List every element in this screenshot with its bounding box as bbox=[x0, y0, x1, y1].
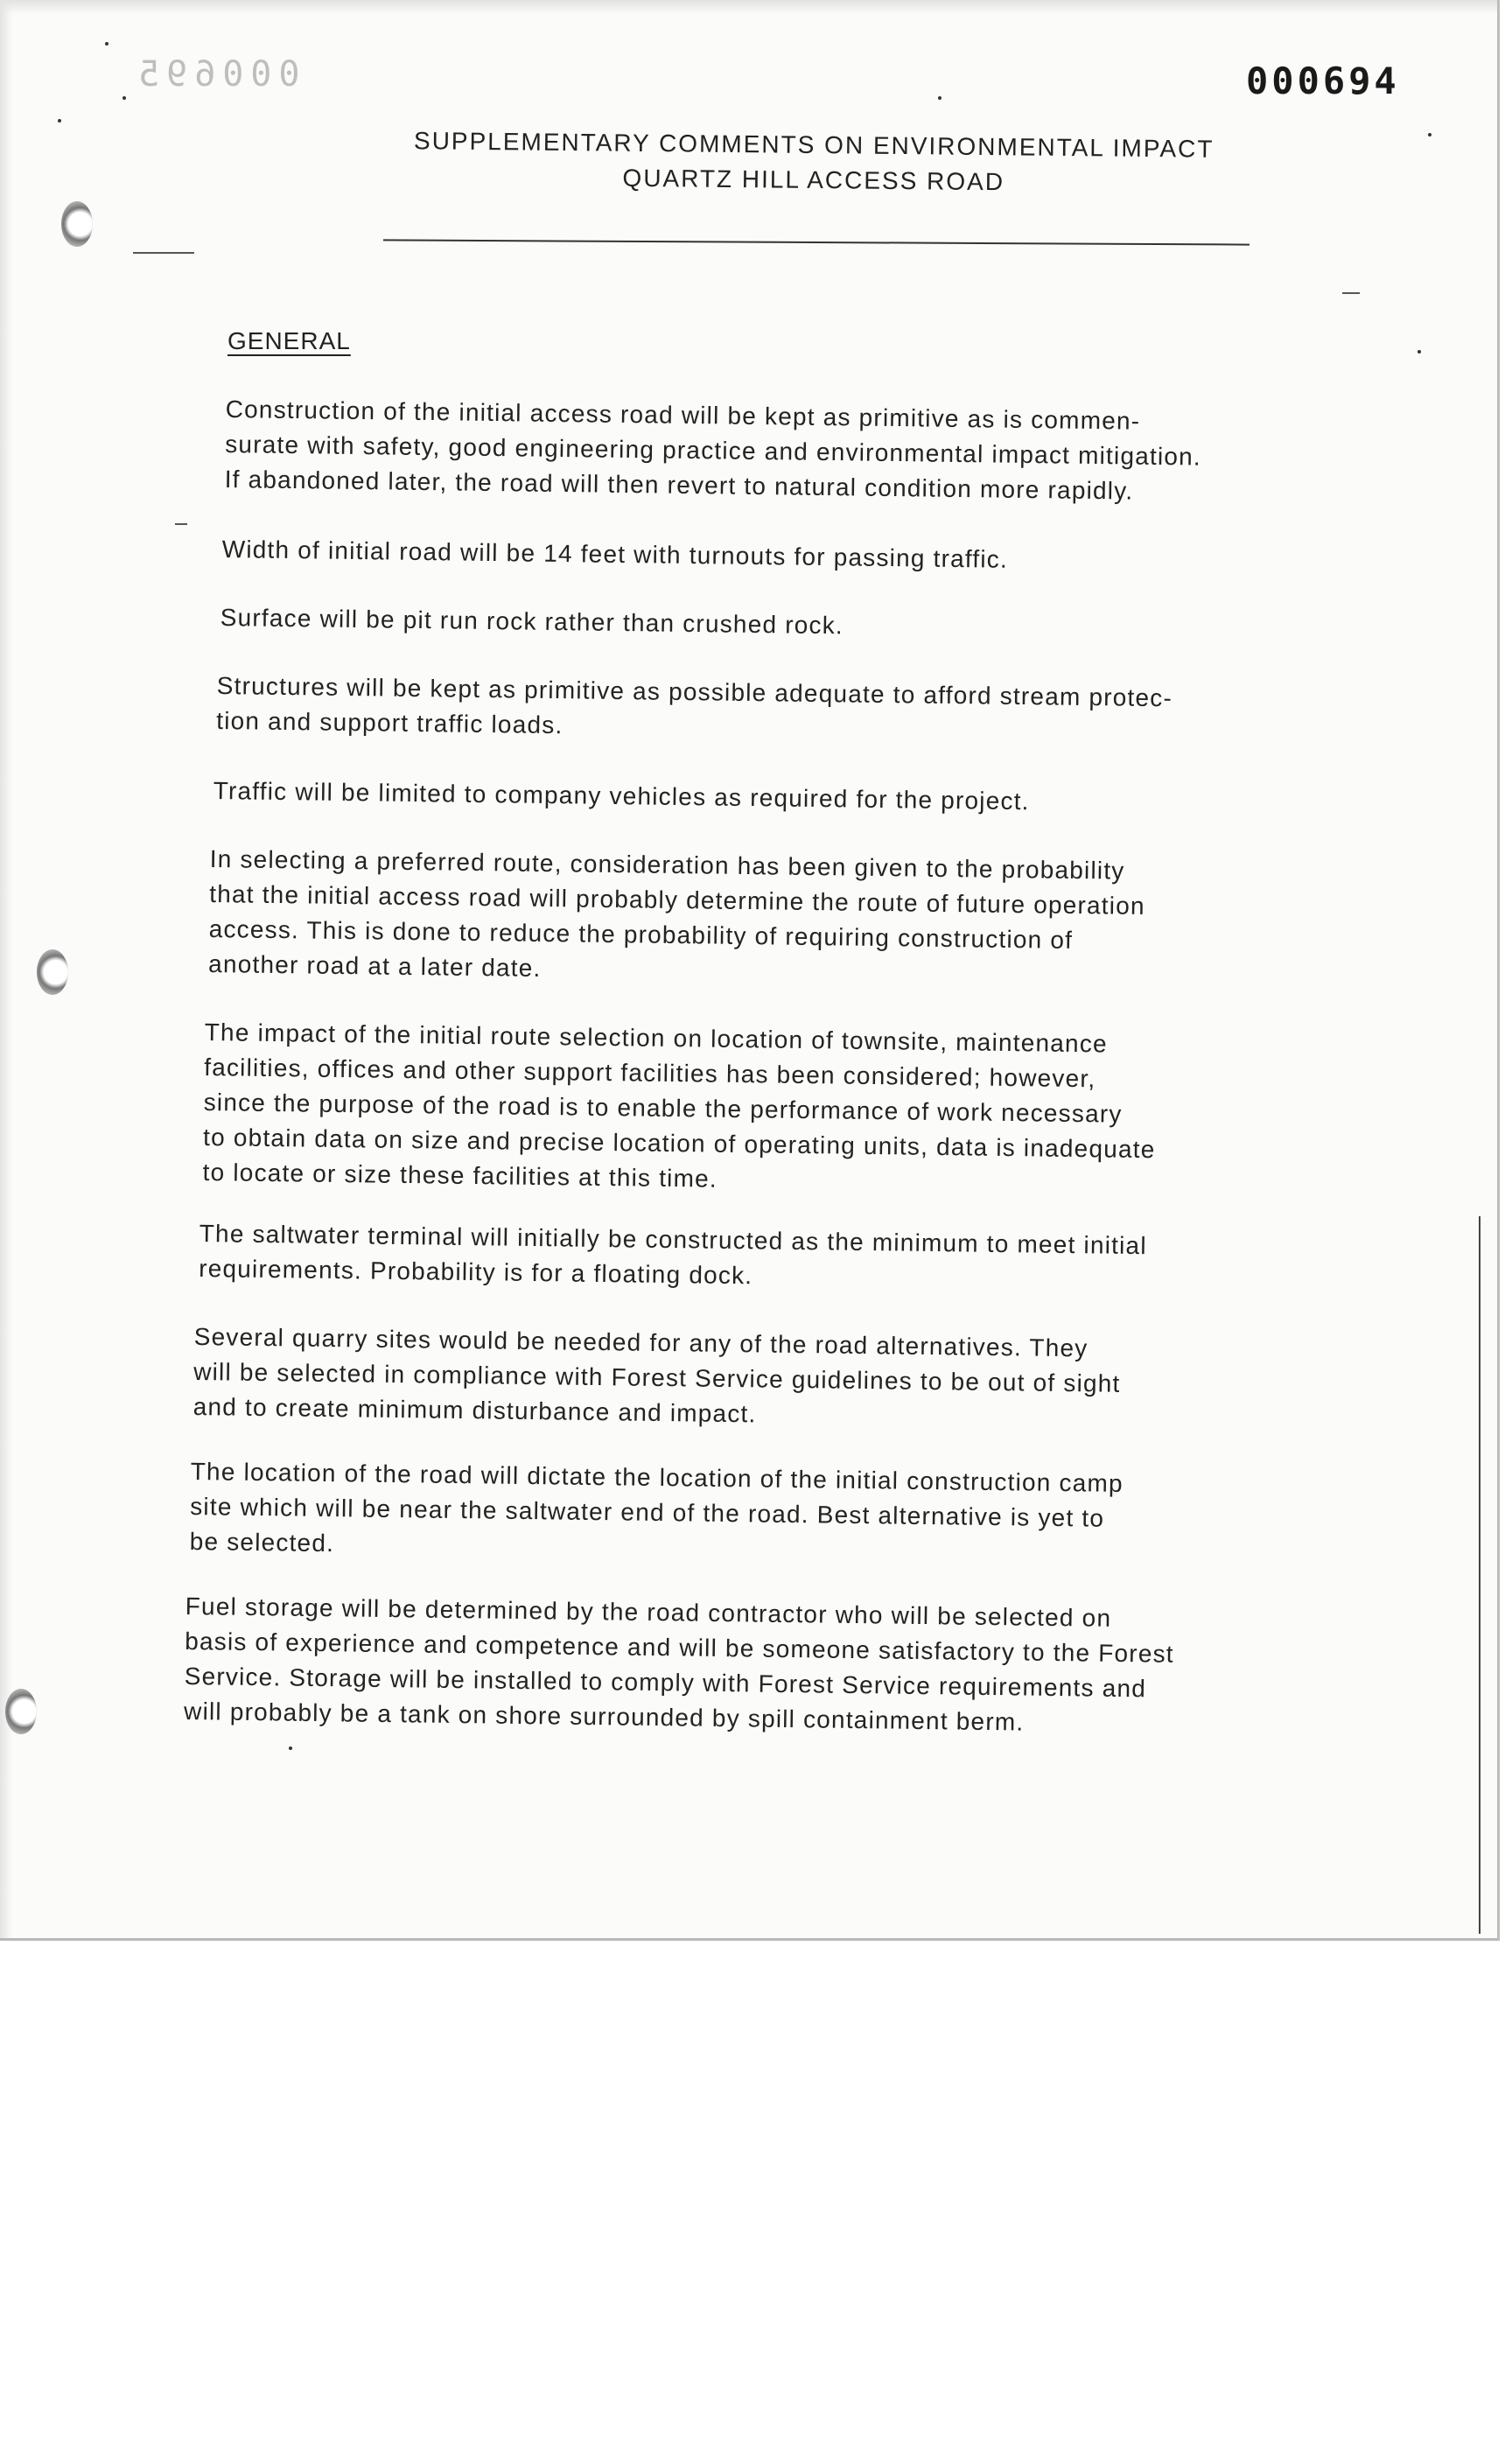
paragraph-line: that the initial access road will probably determine the route of future operation bbox=[209, 879, 1145, 920]
paragraph-line: Surface will be pit run rock rather than crushed rock. bbox=[220, 603, 844, 640]
scan-speck bbox=[122, 96, 126, 100]
paragraph-structures bbox=[216, 668, 1172, 751]
scan-speck bbox=[289, 1746, 292, 1750]
paragraph-line: will probably be a tank on shore surrounded by spill containment berm. bbox=[183, 1697, 1025, 1736]
paragraph-line: surate with safety, good engineering practice and environmental impact mitigation. bbox=[225, 430, 1202, 471]
section-heading: GENERAL bbox=[228, 327, 351, 354]
scan-speck bbox=[1428, 133, 1432, 136]
paragraph-impact bbox=[202, 1015, 1157, 1202]
title-line-2: QUARTZ HILL ACCESS ROAD bbox=[622, 164, 1005, 196]
paragraph-line: If abandoned later, the road will then revert to natural condition more rapidly. bbox=[224, 465, 1134, 505]
paragraph-line: Fuel storage will be determined by the road contractor who will be selected on bbox=[185, 1592, 1112, 1632]
scan-top-edge bbox=[0, 0, 1500, 14]
paragraph-camp-location bbox=[189, 1454, 1124, 1572]
paragraph-line: Construction of the initial access road will be kept as primitive as is commen- bbox=[225, 395, 1141, 435]
title-line-1: SUPPLEMENTARY COMMENTS ON ENVIRONMENTAL IMPACT bbox=[413, 127, 1214, 163]
scan-left-edge bbox=[0, 0, 12, 1941]
punch-hole-mark bbox=[37, 949, 68, 995]
paragraph-fuel-storage bbox=[184, 1589, 1175, 1742]
paragraph-route bbox=[208, 842, 1146, 994]
paragraph-line: Structures will be kept as primitive as possible adequate to afford stream protec- bbox=[216, 671, 1173, 712]
paragraph-quarry-sites bbox=[192, 1320, 1121, 1437]
scan-mark bbox=[133, 252, 194, 254]
scan-speck bbox=[58, 119, 61, 122]
title-underline bbox=[383, 239, 1250, 245]
scan-mark bbox=[1342, 292, 1360, 294]
paragraph-line: to locate or size these facilities at this time. bbox=[202, 1158, 718, 1193]
paragraph-line: The impact of the initial route selection on location of townsite, maintenance bbox=[204, 1018, 1108, 1058]
document-number: 000694 bbox=[1246, 60, 1400, 102]
document-title bbox=[368, 123, 1261, 203]
paragraph-line: will be selected in compliance with Forest Service guidelines to be out of sight bbox=[193, 1357, 1121, 1397]
paragraph-line: facilities, offices and other support facilities has been considered; however, bbox=[204, 1053, 1096, 1093]
paragraph-line: The location of the road will dictate the location of the initial construction camp bbox=[190, 1457, 1124, 1497]
paragraph-line: tion and support traffic loads. bbox=[216, 706, 564, 739]
paragraph-line: site which will be near the saltwater end of the road. Best alternative is yet to bbox=[190, 1492, 1105, 1532]
paragraph-line: access. This is done to reduce the probability of requiring construction of bbox=[208, 914, 1074, 954]
paragraph-surface bbox=[220, 600, 844, 643]
paragraph-line: and to create minimum disturbance and impact. bbox=[192, 1392, 757, 1428]
paragraph-line: Several quarry sites would be needed for any of the road alternatives. They bbox=[193, 1322, 1088, 1362]
scan-speck bbox=[105, 42, 108, 46]
paragraph-line: Service. Storage will be installed to comply with Forest Service requirements and bbox=[184, 1662, 1147, 1703]
paragraph-traffic bbox=[213, 774, 1029, 819]
paragraph-line: Width of initial road will be 14 feet with turnouts for passing traffic. bbox=[221, 535, 1009, 573]
punch-hole-mark bbox=[61, 201, 93, 247]
paragraph-line: basis of experience and competence and will be someone satisfactory to the Forest bbox=[185, 1627, 1174, 1668]
paragraph-line: to obtain data on size and precise location of operating units, data is inadequate bbox=[202, 1123, 1156, 1164]
scan-speck bbox=[1418, 350, 1421, 354]
scan-speck bbox=[938, 96, 942, 100]
punch-hole-mark bbox=[5, 1689, 37, 1734]
paragraph-width bbox=[221, 532, 1008, 578]
paragraph-line: Traffic will be limited to company vehicles as required for the project. bbox=[213, 776, 1030, 816]
paragraph-saltwater-terminal bbox=[199, 1216, 1147, 1298]
faded-document-number: 000695 bbox=[131, 54, 300, 94]
paragraph-line: since the purpose of the road is to enable the performance of work necessary bbox=[203, 1088, 1123, 1128]
margin-rule bbox=[1479, 1216, 1480, 1934]
paragraph-line: In selecting a preferred route, consideration has been given to the probability bbox=[209, 844, 1125, 885]
scan-mark bbox=[175, 523, 187, 525]
paragraph-line: requirements. Probability is for a floating dock. bbox=[199, 1254, 753, 1290]
paragraph-construction bbox=[224, 392, 1201, 510]
paragraph-line: another road at a later date. bbox=[207, 949, 542, 982]
paragraph-line: be selected. bbox=[189, 1527, 335, 1558]
paragraph-line: The saltwater terminal will initially be constructed as the minimum to meet initial bbox=[199, 1219, 1147, 1260]
